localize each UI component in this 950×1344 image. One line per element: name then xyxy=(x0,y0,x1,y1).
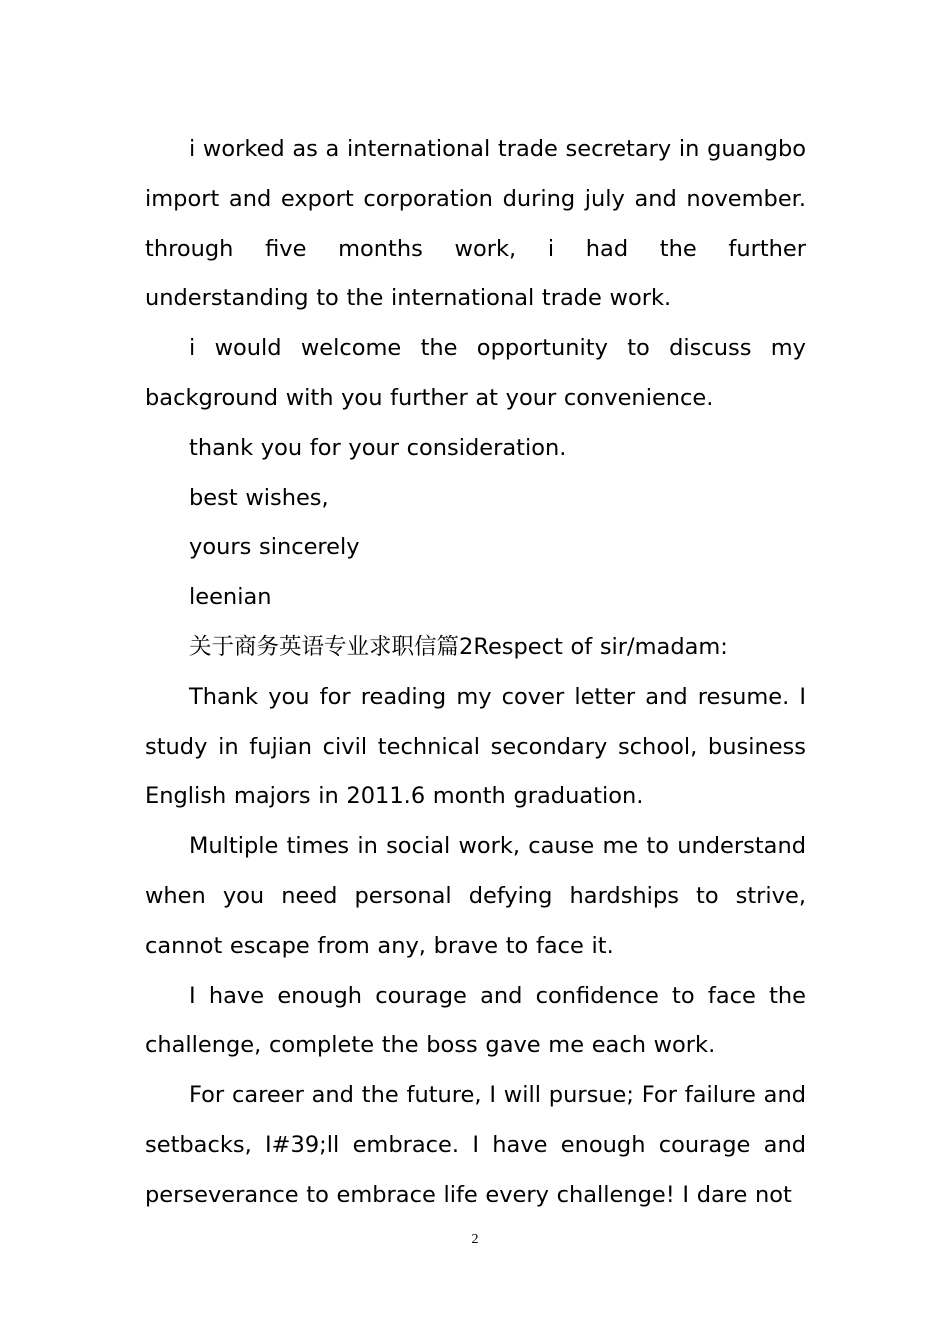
signature-name: leenian xyxy=(189,584,272,611)
paragraph: i would welcome the opportunity to discuss my background with you further at your convenience. xyxy=(145,335,806,411)
paragraph: thank you for your consideration. xyxy=(189,434,567,461)
page-number: 2 xyxy=(471,1232,479,1247)
paragraph: I have enough courage and confidence to face the challenge, complete the boss gave me each work. xyxy=(145,982,806,1059)
paragraph: Multiple times in social work, cause me to understand when you need personal defying hardships to strive, cannot escape from any, brave to face it. xyxy=(145,833,806,959)
paragraph: yours sincerely xyxy=(189,534,360,561)
section-heading: 关于商务英语专业求职信篇2Respect of sir/madam: xyxy=(189,633,728,660)
paragraph: best wishes, xyxy=(189,484,329,511)
paragraph: Thank you for reading my cover letter and resume. I study in fujian civil technical secondary school, business English majors in 2011.6 month graduation. xyxy=(145,683,806,810)
paragraph: For career and the future, I will pursue; For failure and setbacks, I#39;ll embrace. I have enough courage and perseverance to embrace life every challenge! I dare not xyxy=(145,1082,806,1208)
paragraph: i worked as a international trade secretary in guangbo import and export corporation during july and november. through five months work, i had the further understanding to the international trade work. xyxy=(145,136,806,312)
document-body xyxy=(145,125,806,1221)
